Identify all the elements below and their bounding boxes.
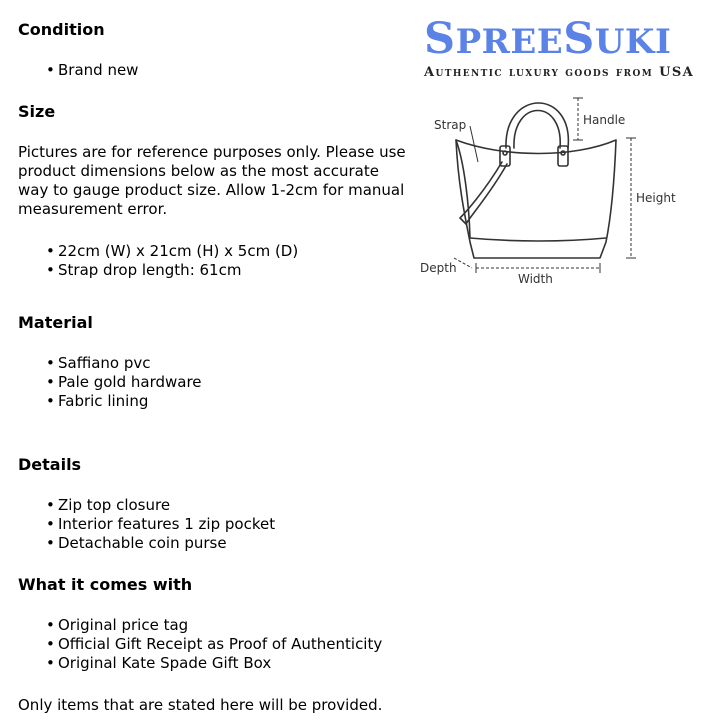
list-item: • Official Gift Receipt as Proof of Authenticity [46, 635, 382, 654]
logo-wordmark: SPREESUKI [424, 14, 672, 64]
material-heading: Material [18, 313, 93, 332]
bag-bottom-seam [470, 238, 606, 241]
list-item: • Original Kate Spade Gift Box [46, 654, 382, 673]
list-item: • 22cm (W) x 21cm (H) x 5cm (D) [46, 242, 298, 261]
list-item: • Pale gold hardware [46, 373, 202, 392]
list-item: • Brand new [46, 61, 138, 80]
details-heading: Details [18, 455, 82, 474]
logo-tagline: Authentic luxury goods from USA [424, 65, 695, 80]
condition-list [46, 61, 138, 80]
height-label: Height [636, 191, 676, 205]
list-item: • Interior features 1 zip pocket [46, 515, 275, 534]
size-disclaimer: Pictures are for reference purposes only. Please use product dimensions below as the most accurate way to gauge product size. Allow 1-2cm for manual measurement error. [18, 143, 406, 218]
bag-dimension-diagram [414, 92, 714, 292]
list-item: • Zip top closure [46, 496, 275, 515]
spreesuki-logo [424, 14, 694, 82]
footer-note: Only items that are stated here will be provided. [18, 696, 383, 714]
comes-with-list [46, 616, 382, 673]
hardware-tab-right [558, 146, 568, 166]
list-item: • Fabric lining [46, 392, 202, 411]
details-list [46, 496, 275, 553]
list-item: • Saffiano pvc [46, 354, 202, 373]
list-item: • Original price tag [46, 616, 382, 635]
bag-body [456, 140, 616, 258]
depth-label: Depth [420, 261, 457, 275]
bag-side-seam [456, 140, 470, 238]
condition-heading: Condition [18, 20, 105, 39]
list-item: • Strap drop length: 61cm [46, 261, 298, 280]
material-list [46, 354, 202, 411]
bag-handle-inner [514, 111, 560, 149]
width-label: Width [518, 272, 553, 286]
size-list [46, 242, 298, 280]
comes-with-heading: What it comes with [18, 575, 193, 594]
size-heading: Size [18, 102, 56, 121]
strap-label: Strap [434, 118, 467, 132]
handle-label: Handle [583, 113, 626, 127]
list-item: • Detachable coin purse [46, 534, 275, 553]
